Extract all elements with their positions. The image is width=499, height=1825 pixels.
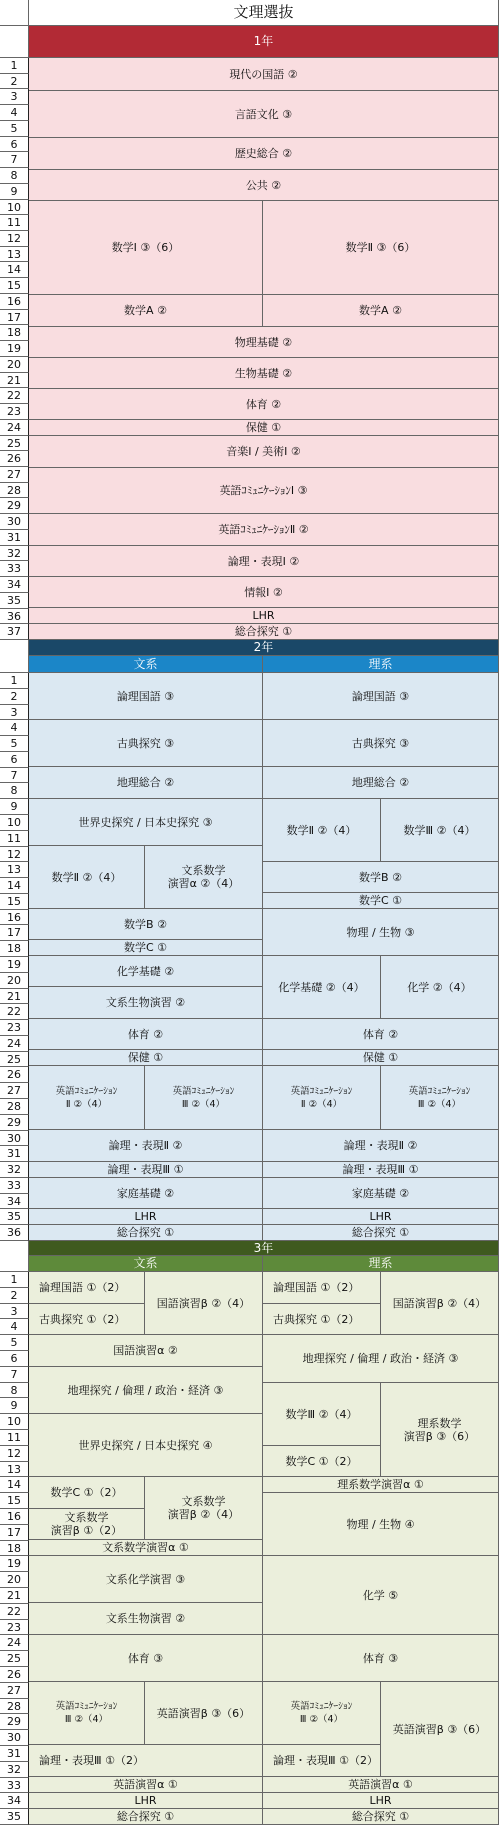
row-number: 19 [0, 957, 29, 973]
row-number: 10 [0, 200, 29, 215]
subject-cell: 体育 ② [263, 1019, 499, 1050]
row-number: 4 [0, 105, 29, 121]
page-title: 文理選抜 [29, 0, 499, 26]
subject-cell: 英語ｺﾐｭﾆｹｰｼｮﾝ Ⅲ ②（4） [29, 1682, 145, 1745]
subject-cell: 地理探究 / 倫理 / 政治・経済 ③ [29, 1367, 263, 1414]
subject-cell: LHR [29, 608, 499, 624]
subject-cell: 英語ｺﾐｭﾆｹｰｼｮﾝⅡ ② [29, 514, 499, 546]
subject-cell: 英語ｺﾐｭﾆｹｰｼｮﾝ Ⅲ ②（4） [381, 1066, 499, 1130]
subject-cell: 論理・表現Ⅲ ① [29, 1162, 263, 1178]
row-number: 7 [0, 768, 29, 783]
subject-cell: 世界史探究 / 日本史探究 ③ [29, 799, 263, 846]
corner-blank [0, 640, 29, 673]
year2-header: 2年 [29, 640, 499, 656]
subject-cell: 化学 ⑤ [263, 1556, 499, 1635]
row-number: 32 [0, 1762, 29, 1778]
subject-cell: 数学Ⅱ ②（4） [29, 846, 145, 909]
subject-cell: 数学A ② [29, 295, 263, 327]
subject-cell: 論理・表現Ⅱ ② [29, 1130, 263, 1162]
subject-cell: 数学C ①（2） [29, 1477, 145, 1509]
corner-blank [0, 26, 29, 58]
row-number: 22 [0, 388, 29, 404]
row-number: 9 [0, 184, 29, 200]
subject-cell: 文系生物演習 ② [29, 987, 263, 1019]
subject-cell: 論理国語 ①（2） [263, 1272, 381, 1304]
row-number: 18 [0, 941, 29, 957]
subject-cell: 論理国語 ①（2） [29, 1272, 145, 1304]
row-number: 18 [0, 1541, 29, 1556]
row-number: 23 [0, 1620, 29, 1635]
subject-cell: LHR [29, 1793, 263, 1809]
row-number: 22 [0, 1004, 29, 1020]
subject-cell: LHR [263, 1209, 499, 1225]
subject-cell: 論理・表現Ⅰ ② [29, 546, 499, 577]
row-number: 31 [0, 530, 29, 546]
row-number: 11 [0, 1430, 29, 1446]
row-number: 15 [0, 278, 29, 294]
subject-cell: 総合探究 ① [263, 1225, 499, 1241]
year2-col-bunkei: 文系 [29, 656, 263, 673]
row-number: 2 [0, 74, 29, 89]
subject-cell: 国語演習α ② [29, 1335, 263, 1367]
subject-cell: 古典探究 ③ [263, 720, 499, 767]
subject-cell: 地理探究 / 倫理 / 政治・経済 ③ [263, 1335, 499, 1383]
row-number: 16 [0, 1509, 29, 1525]
year2-col-rikei: 理系 [263, 656, 499, 673]
subject-cell: 理系数学演習α ① [263, 1477, 499, 1493]
row-number: 25 [0, 436, 29, 451]
subject-cell: 論理・表現Ⅲ ①（2） [263, 1745, 381, 1777]
year1-header: 1年 [29, 26, 499, 58]
row-number: 30 [0, 1730, 29, 1746]
year3-col-rikei: 理系 [263, 1256, 499, 1272]
row-number: 14 [0, 1477, 29, 1493]
row-number: 6 [0, 752, 29, 768]
row-number: 4 [0, 720, 29, 736]
row-number: 36 [0, 1225, 29, 1241]
row-number: 7 [0, 1367, 29, 1383]
subject-cell: 英語演習α ① [263, 1777, 499, 1793]
row-number: 28 [0, 1099, 29, 1115]
row-number: 27 [0, 467, 29, 483]
subject-cell: 英語ｺﾐｭﾆｹｰｼｮﾝ Ⅱ ②（4） [263, 1066, 381, 1130]
subject-cell: 総合探究 ① [263, 1809, 499, 1825]
subject-cell: 体育 ② [29, 1019, 263, 1050]
year3-header: 3年 [29, 1241, 499, 1256]
row-number: 13 [0, 1462, 29, 1477]
row-number: 22 [0, 1604, 29, 1620]
row-number: 17 [0, 310, 29, 325]
subject-cell: 数学B ② [263, 862, 499, 893]
subject-cell: 公共 ② [29, 170, 499, 201]
row-number: 28 [0, 1699, 29, 1714]
subject-cell: 物理基礎 ② [29, 327, 499, 358]
row-number: 16 [0, 294, 29, 310]
row-number: 31 [0, 1746, 29, 1762]
subject-cell: LHR [263, 1793, 499, 1809]
row-number: 32 [0, 1162, 29, 1178]
subject-cell: 化学基礎 ② [29, 956, 263, 987]
row-number: 8 [0, 783, 29, 799]
subject-cell: 理系数学 演習β ③（6） [381, 1383, 499, 1477]
subject-cell: 物理 / 生物 ④ [263, 1493, 499, 1556]
subject-cell: 数学Ⅲ ②（4） [381, 799, 499, 862]
row-number: 24 [0, 1036, 29, 1052]
subject-cell: 文系化学演習 ③ [29, 1556, 263, 1603]
row-number: 19 [0, 1556, 29, 1572]
subject-cell: 総合探究 ① [29, 1225, 263, 1241]
row-number: 1 [0, 1272, 29, 1288]
subject-cell: 数学C ① [263, 893, 499, 909]
subject-cell: 論理・表現Ⅲ ① [263, 1162, 499, 1178]
row-number: 8 [0, 168, 29, 184]
row-number: 9 [0, 799, 29, 815]
row-number: 35 [0, 1809, 29, 1825]
corner-blank [0, 1241, 29, 1272]
subject-cell: 文系数学演習α ① [29, 1540, 263, 1556]
subject-cell: 現代の国語 ② [29, 58, 499, 91]
subject-cell: 数学Ⅱ ③（6） [263, 201, 499, 295]
subject-cell: 古典探究 ①（2） [29, 1304, 145, 1335]
row-number: 18 [0, 325, 29, 341]
row-number: 1 [0, 58, 29, 74]
subject-cell: 論理・表現Ⅱ ② [263, 1130, 499, 1162]
row-number: 30 [0, 514, 29, 530]
subject-cell: 数学Ⅰ ③（6） [29, 201, 263, 295]
subject-cell: 世界史探究 / 日本史探究 ④ [29, 1414, 263, 1477]
subject-cell: 文系数学 演習β ①（2） [29, 1509, 145, 1540]
subject-cell: 化学基礎 ②（4） [263, 956, 381, 1019]
row-number: 32 [0, 546, 29, 561]
subject-cell: 総合探究 ① [29, 624, 499, 640]
subject-cell: 英語ｺﾐｭﾆｹｰｼｮﾝ Ⅱ ②（4） [29, 1066, 145, 1130]
row-number: 29 [0, 498, 29, 514]
subject-cell: 生物基礎 ② [29, 358, 499, 389]
row-number: 4 [0, 1319, 29, 1335]
row-number: 33 [0, 1178, 29, 1194]
row-number: 1 [0, 673, 29, 689]
row-number: 11 [0, 831, 29, 847]
subject-cell: 物理 / 生物 ③ [263, 909, 499, 956]
subject-cell: 数学C ① [29, 940, 263, 956]
corner-blank [0, 0, 29, 26]
subject-cell: 英語演習β ③（6） [381, 1682, 499, 1777]
row-number: 15 [0, 894, 29, 910]
row-number: 3 [0, 1304, 29, 1319]
subject-cell: 保健 ① [263, 1050, 499, 1066]
subject-cell: 数学Ⅲ ②（4） [263, 1383, 381, 1446]
subject-cell: 地理総合 ② [263, 767, 499, 799]
row-number: 27 [0, 1083, 29, 1099]
row-number: 28 [0, 483, 29, 498]
row-number: 5 [0, 736, 29, 752]
subject-cell: 体育 ② [29, 389, 499, 420]
row-number: 3 [0, 705, 29, 720]
subject-cell: 化学 ②（4） [381, 956, 499, 1019]
row-number: 21 [0, 989, 29, 1004]
subject-cell: 保健 ① [29, 420, 499, 436]
subject-cell: 保健 ① [29, 1050, 263, 1066]
subject-cell: 文系数学 演習α ②（4） [145, 846, 263, 909]
subject-cell: 体育 ③ [29, 1635, 263, 1682]
row-number: 35 [0, 593, 29, 609]
row-number: 26 [0, 1067, 29, 1083]
row-number: 20 [0, 973, 29, 989]
row-number: 34 [0, 1793, 29, 1809]
subject-cell: 家庭基礎 ② [29, 1178, 263, 1209]
row-number: 20 [0, 357, 29, 373]
subject-cell: LHR [29, 1209, 263, 1225]
subject-cell: 歴史総合 ② [29, 138, 499, 170]
row-number: 14 [0, 262, 29, 278]
row-number: 2 [0, 689, 29, 705]
subject-cell: 音楽Ⅰ / 美術Ⅰ ② [29, 436, 499, 468]
subject-cell: 古典探究 ①（2） [263, 1304, 381, 1335]
subject-cell: 情報Ⅰ ② [29, 577, 499, 608]
row-number: 12 [0, 1446, 29, 1462]
row-number: 20 [0, 1572, 29, 1588]
subject-cell: 家庭基礎 ② [263, 1178, 499, 1209]
row-number: 34 [0, 1194, 29, 1209]
row-number: 9 [0, 1398, 29, 1414]
row-number: 25 [0, 1651, 29, 1667]
subject-cell: 英語ｺﾐｭﾆｹｰｼｮﾝ Ⅲ ②（4） [145, 1066, 263, 1130]
row-number: 33 [0, 1778, 29, 1793]
row-number: 21 [0, 373, 29, 388]
row-number: 19 [0, 341, 29, 357]
subject-cell: 数学B ② [29, 909, 263, 940]
row-number: 31 [0, 1146, 29, 1162]
row-number: 10 [0, 1414, 29, 1430]
row-number: 33 [0, 561, 29, 577]
subject-cell: 英語演習β ③（6） [145, 1682, 263, 1745]
row-number: 23 [0, 1020, 29, 1036]
row-number: 17 [0, 925, 29, 941]
row-number: 13 [0, 862, 29, 878]
subject-cell: 数学A ② [263, 295, 499, 327]
row-number: 10 [0, 815, 29, 831]
row-number: 7 [0, 152, 29, 168]
row-number: 24 [0, 1635, 29, 1651]
row-number: 29 [0, 1115, 29, 1131]
row-number: 12 [0, 231, 29, 247]
row-number: 13 [0, 247, 29, 262]
year3-col-bunkei: 文系 [29, 1256, 263, 1272]
subject-cell: 体育 ③ [263, 1635, 499, 1682]
row-number: 24 [0, 420, 29, 436]
subject-cell: 論理国語 ③ [29, 673, 263, 720]
subject-cell: 文系生物演習 ② [29, 1603, 263, 1635]
row-number: 21 [0, 1588, 29, 1604]
row-number: 8 [0, 1383, 29, 1398]
subject-cell: 論理・表現Ⅲ ①（2） [29, 1745, 263, 1777]
row-number: 5 [0, 1335, 29, 1351]
subject-cell: 総合探究 ① [29, 1809, 263, 1825]
subject-cell: 英語ｺﾐｭﾆｹｰｼｮﾝⅠ ③ [29, 468, 499, 514]
row-number: 2 [0, 1288, 29, 1304]
subject-cell: 文系数学 演習β ②（4） [145, 1477, 263, 1540]
row-number: 16 [0, 910, 29, 925]
row-number: 29 [0, 1714, 29, 1730]
row-number: 6 [0, 1351, 29, 1367]
row-number: 5 [0, 121, 29, 137]
subject-cell: 数学Ⅱ ②（4） [263, 799, 381, 862]
row-number: 36 [0, 609, 29, 624]
row-number: 12 [0, 847, 29, 862]
row-number: 3 [0, 89, 29, 105]
row-number: 15 [0, 1493, 29, 1509]
subject-cell: 英語演習α ① [29, 1777, 263, 1793]
row-number: 17 [0, 1525, 29, 1541]
subject-cell: 古典探究 ③ [29, 720, 263, 767]
row-number: 26 [0, 451, 29, 467]
subject-cell: 言語文化 ③ [29, 91, 499, 138]
row-number: 23 [0, 404, 29, 420]
row-number: 35 [0, 1209, 29, 1225]
subject-cell: 論理国語 ③ [263, 673, 499, 720]
subject-cell: 数学C ①（2） [263, 1446, 381, 1477]
row-number: 6 [0, 137, 29, 152]
row-number: 34 [0, 577, 29, 593]
row-number: 14 [0, 878, 29, 894]
row-number: 27 [0, 1683, 29, 1699]
row-number: 30 [0, 1131, 29, 1146]
subject-cell: 国語演習β ②（4） [145, 1272, 263, 1335]
subject-cell: 国語演習β ②（4） [381, 1272, 499, 1335]
row-number: 26 [0, 1667, 29, 1683]
row-number: 11 [0, 215, 29, 231]
subject-cell: 英語ｺﾐｭﾆｹｰｼｮﾝ Ⅲ ②（4） [263, 1682, 381, 1745]
subject-cell: 地理総合 ② [29, 767, 263, 799]
row-number: 37 [0, 624, 29, 640]
row-number: 25 [0, 1052, 29, 1067]
